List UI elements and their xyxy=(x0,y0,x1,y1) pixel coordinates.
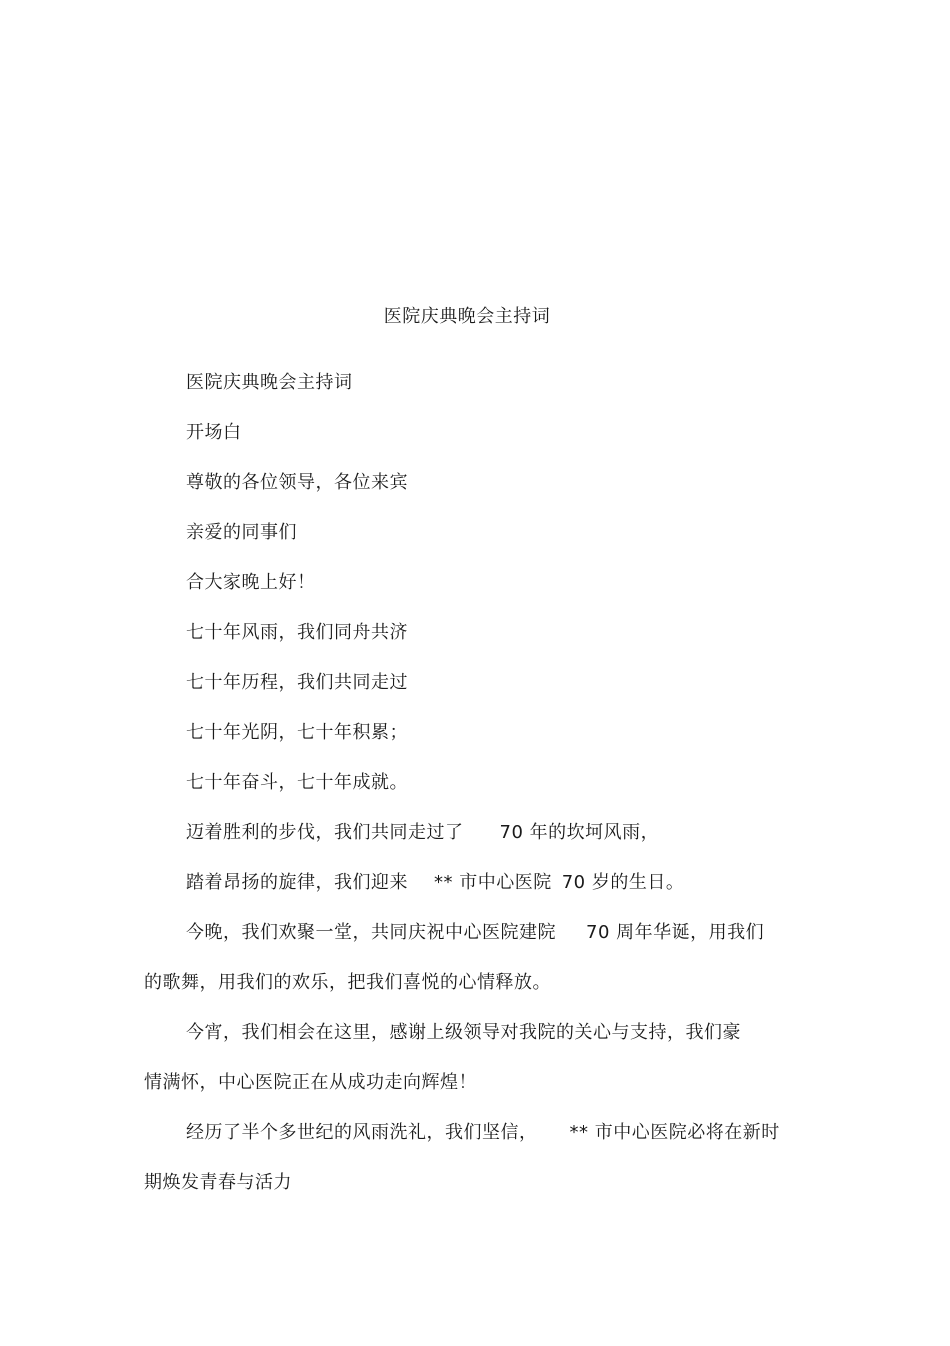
text-segment: 今晚，我们欢聚一堂，共同庆祝中心医院建院 xyxy=(186,922,556,943)
paragraph-continuation-line: 的歌舞，用我们的欢乐，把我们喜悦的心情释放。 xyxy=(144,972,551,993)
text-line: 七十年风雨，我们同舟共济 xyxy=(186,622,408,643)
paragraph-first-line xyxy=(186,920,764,946)
text-segment: 70 年的坎坷风雨， xyxy=(499,822,660,843)
text-line: 尊敬的各位领导，各位来宾 xyxy=(186,472,408,493)
text-line xyxy=(186,870,684,896)
text-segment: 迈着胜利的步伐，我们共同走过了 xyxy=(186,822,464,843)
paragraph-first-line xyxy=(186,1120,780,1146)
text-line: 七十年奋斗，七十年成就。 xyxy=(186,772,408,793)
paragraph-continuation-line: 期焕发青春与活力 xyxy=(144,1172,292,1193)
text-line: 七十年光阴，七十年积累； xyxy=(186,722,408,743)
paragraph-first-line: 今宵，我们相会在这里，感谢上级领导对我院的关心与支持，我们豪 xyxy=(186,1022,741,1043)
text-segment: ** 市中心医院 xyxy=(434,872,552,893)
text-line: 医院庆典晚会主持词 xyxy=(186,372,353,393)
text-line: 开场白 xyxy=(186,422,242,443)
text-segment: 70 周年华诞，用我们 xyxy=(586,922,765,943)
text-line: 七十年历程，我们共同走过 xyxy=(186,672,408,693)
text-segment: ** 市中心医院必将在新时 xyxy=(569,1122,780,1143)
paragraph-continuation-line: 情满怀，中心医院正在从成功走向辉煌！ xyxy=(144,1072,477,1093)
text-segment: 70 岁的生日。 xyxy=(561,872,685,893)
text-line: 亲爱的同事们 xyxy=(186,522,297,543)
document-title: 医院庆典晚会主持词 xyxy=(383,306,551,327)
text-segment: 经历了半个多世纪的风雨洗礼，我们坚信， xyxy=(186,1122,538,1143)
text-line xyxy=(186,820,659,846)
text-segment: 踏着昂扬的旋律，我们迎来 xyxy=(186,872,408,893)
text-line: 合大家晚上好！ xyxy=(186,572,316,593)
